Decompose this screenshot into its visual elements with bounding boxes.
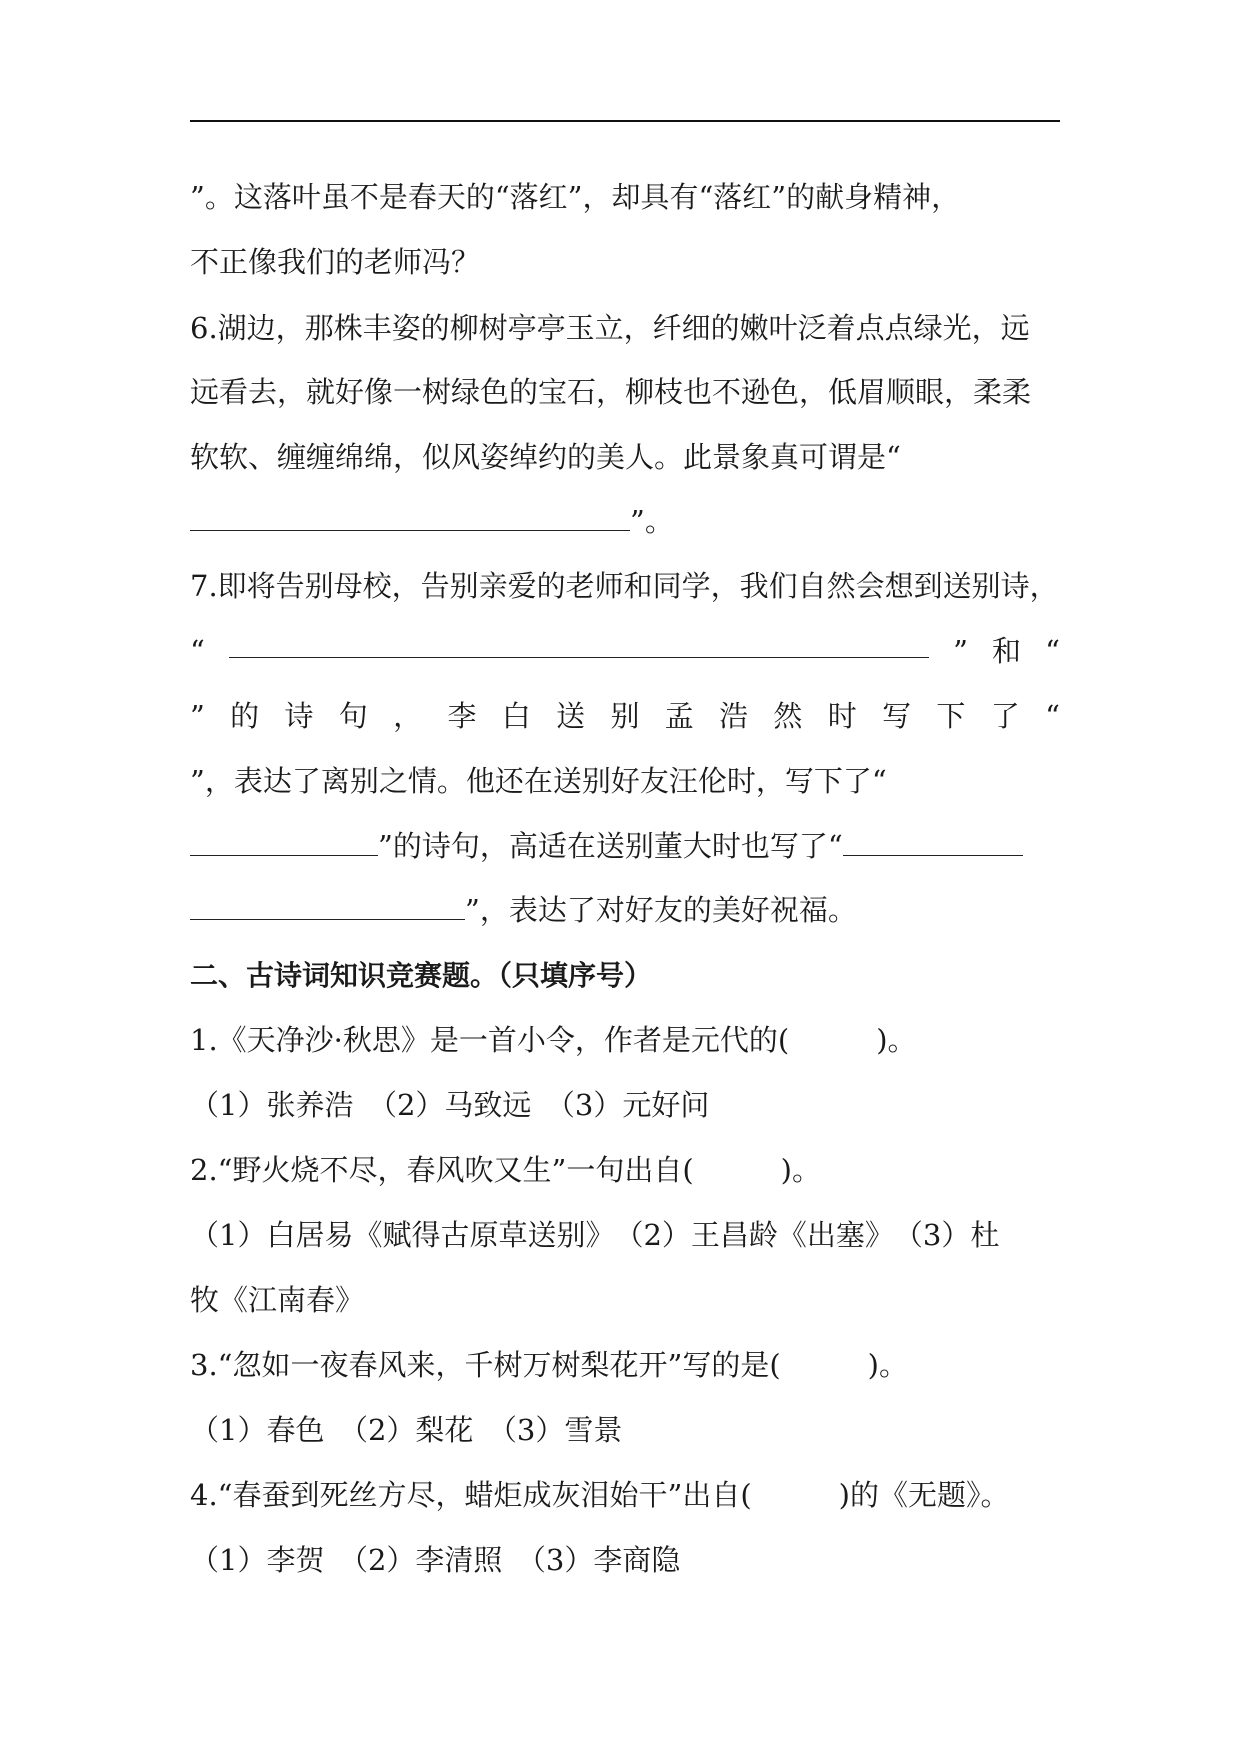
question-7-line: 7.即将告别母校，告别亲爱的老师和同学，我们自然会想到送别诗， <box>190 569 1059 603</box>
header-rule <box>190 120 1060 122</box>
spaced-char: 的 <box>230 699 260 733</box>
fill-line: ”，表达了对好友的美好祝福。 <box>190 890 1070 930</box>
text-line: ”。这落叶虽不是春天的“落红”，却具有“落红”的献身精神， <box>190 180 961 214</box>
question-3-options: （1）春色 （2）梨花 （3）雪景 <box>190 1413 623 1447</box>
spaced-char: ” <box>190 699 205 733</box>
fill-line: “ ” 和 “ <box>190 631 1060 671</box>
fill-line: ”的诗句，高适在送别董大时也写了“ <box>190 826 1070 866</box>
text-line: 不正像我们的老师冯？ <box>190 245 481 279</box>
spaced-char: 写 <box>882 699 912 733</box>
spaced-char: 句 <box>338 699 368 733</box>
answer-blank[interactable] <box>229 631 929 658</box>
spaced-char: 诗 <box>284 699 314 733</box>
spaced-char: 时 <box>827 699 857 733</box>
section-heading: 二、古诗词知识竞赛题。（只填序号） <box>190 959 653 992</box>
spaced-char: “ <box>1045 699 1060 733</box>
spaced-char: 然 <box>773 699 803 733</box>
spaced-char: 李 <box>447 699 477 733</box>
text-line: 软软、缠缠绵绵，似风姿绰约的美人。此景象真可谓是“ <box>190 440 901 474</box>
spaced-char: 孟 <box>664 699 694 733</box>
question-1: 1.《天净沙·秋思》是一首小令，作者是元代的( )。 <box>190 1023 917 1057</box>
question-2: 2.“野火烧不尽，春风吹又生”一句出自( )。 <box>190 1153 821 1187</box>
question-4-options: （1）李贺 （2）李清照 （3）李商隐 <box>190 1543 681 1577</box>
question-4: 4.“春蚕到死丝方尽，蜡炬成灰泪始干”出自( )的《无题》。 <box>190 1478 1010 1512</box>
question-2-options-cont: 牧《江南春》 <box>190 1283 365 1317</box>
spaced-char: 下 <box>936 699 966 733</box>
spaced-char: 送 <box>556 699 586 733</box>
spaced-text-line <box>190 696 1060 736</box>
question-6-line: 6.湖边，那株丰姿的柳树亭亭玉立，纤细的嫩叶泛着点点绿光，远 <box>190 311 1030 345</box>
spaced-char: ， <box>393 699 423 733</box>
spaced-char: 了 <box>990 699 1020 733</box>
spaced-char: 白 <box>501 699 531 733</box>
spaced-char: 浩 <box>719 699 749 733</box>
answer-blank[interactable] <box>190 504 630 531</box>
text-line: ”，表达了离别之情。他还在送别好友汪伦时，写下了“ <box>190 764 887 798</box>
spaced-char: 别 <box>610 699 640 733</box>
question-1-options: （1）张养浩 （2）马致远 （3）元好问 <box>190 1088 710 1122</box>
question-3: 3.“忽如一夜春风来，千树万树梨花开”写的是( )。 <box>190 1348 908 1382</box>
question-2-options: （1）白居易《赋得古原草送别》 （2）王昌龄《出塞》 （3）杜 <box>190 1218 1000 1252</box>
answer-blank[interactable] <box>190 893 465 920</box>
answer-blank[interactable] <box>190 829 378 856</box>
answer-blank[interactable] <box>843 829 1023 856</box>
text-line: 远看去，就好像一树绿色的宝石，柳枝也不逊色，低眉顺眼，柔柔 <box>190 375 1032 409</box>
fill-line: ”。 <box>190 501 1070 541</box>
